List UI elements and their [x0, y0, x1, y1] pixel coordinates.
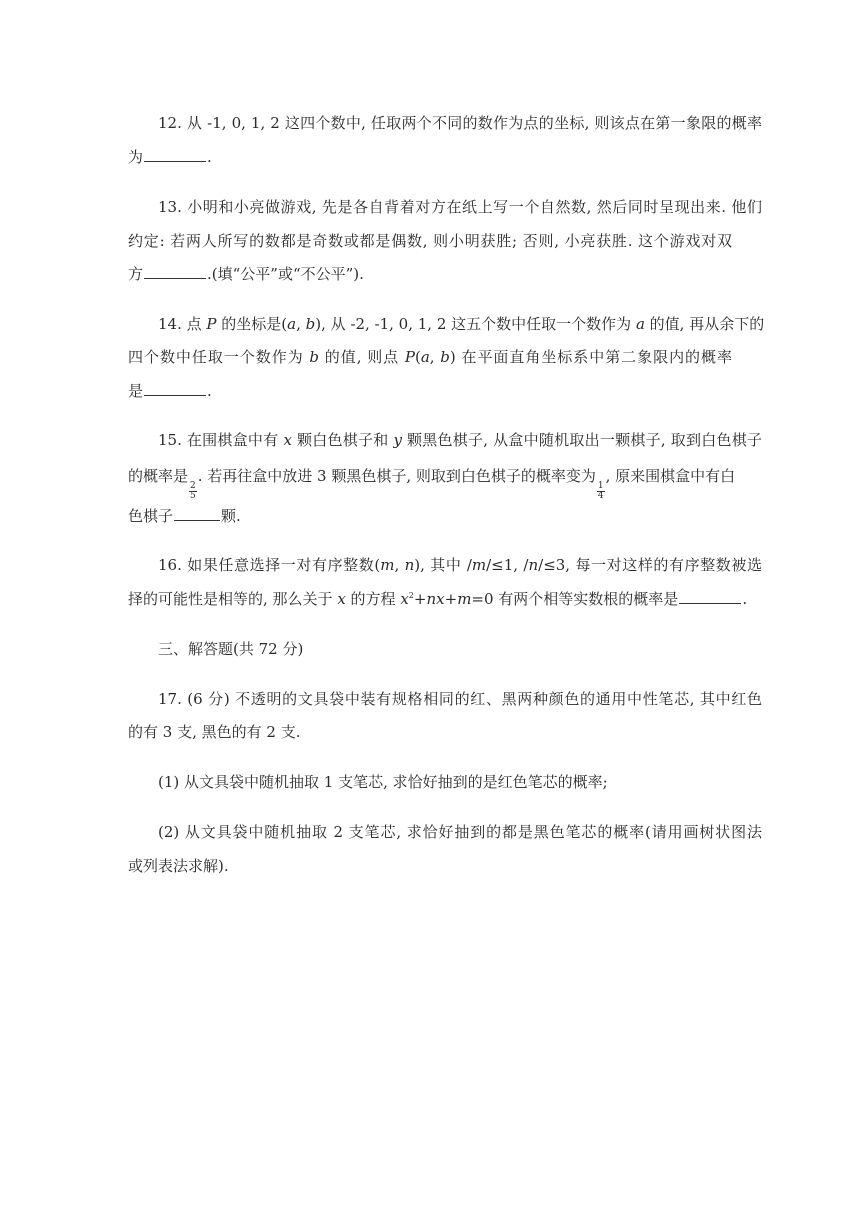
- q15-text: 15. 在围棋盒中有: [158, 431, 284, 449]
- q15-fraction-1: [189, 482, 197, 501]
- q14-line-2: [128, 346, 732, 367]
- q16-var-n: n: [528, 556, 539, 574]
- q15-line-2: [128, 465, 736, 501]
- q14-var-a: a: [420, 348, 430, 366]
- q16-text: +: [444, 590, 458, 608]
- q16-var-x: x: [337, 590, 346, 608]
- q16-answer-blank: [679, 591, 741, 604]
- q16-text: 16. 如果任意选择一对有序整数(: [158, 556, 381, 574]
- q17-part-2-line-1: (2) 从文具袋中随机抽取 2 支笔芯, 求恰好抽到的都是黑色笔芯的概率(请用画树状图法: [158, 823, 762, 841]
- q15-text: . 若再往盒中放进 3 颗黑色棋子, 则取到白色棋子的概率变为: [197, 467, 596, 485]
- q15-var-x: x: [283, 431, 292, 449]
- q14-var-a: a: [287, 315, 297, 333]
- q14-var-b: b: [305, 315, 316, 333]
- q13-line-1: 13. 小明和小亮做游戏, 先是各自背着对方在纸上写一个自然数, 然后同时呈现出来. 他们: [158, 198, 762, 216]
- q14-answer-blank: [144, 383, 206, 396]
- q16-text: /≤1, /: [486, 556, 529, 574]
- q14-text: ), 从 -2, -1, 0, 1, 2 这五个数中任取一个数作为: [315, 315, 636, 333]
- q12-prefix: 为: [128, 148, 144, 166]
- q17-line-2: 的有 3 支, 黑色的有 2 支.: [128, 723, 301, 741]
- q15-text: 的概率是: [128, 467, 189, 485]
- q16-var-m: m: [471, 556, 487, 574]
- q16-text: 择的可能性是相等的, 那么关于: [128, 590, 338, 608]
- q16-text: /≤3, 每一对这样的有序整数被选: [538, 556, 762, 574]
- q14-text: (: [414, 348, 421, 366]
- q17-part-2-line-2: 或列表法求解).: [128, 857, 229, 875]
- q17-line-1: 17. (6 分) 不透明的文具袋中装有规格相同的红、黑两种颜色的通用中性笔芯, 其中红色: [158, 690, 762, 708]
- q14-prefix: 是: [128, 382, 144, 400]
- q15-line-1: [158, 429, 762, 450]
- q14-var-b: b: [440, 348, 450, 366]
- q14-var-p: P: [206, 315, 217, 333]
- q12-line-2: [128, 146, 212, 167]
- q16-text: +: [413, 590, 427, 608]
- fraction-denominator: 5: [190, 491, 196, 501]
- q15-text: , 原来围棋盒中有白: [605, 467, 736, 485]
- q15-suffix: 颗.: [221, 507, 241, 525]
- q13-prefix: 方: [128, 265, 144, 283]
- q12-answer-blank: [144, 149, 206, 162]
- q15-text: 颗黑色棋子, 从盒中随机取出一颗棋子, 取到白色棋子: [402, 431, 762, 449]
- q14-var-b: b: [309, 348, 320, 366]
- q15-answer-blank: [174, 508, 220, 521]
- fraction-denominator: 4: [597, 491, 604, 501]
- q13-answer-blank: [144, 266, 206, 279]
- q16-var-x: x: [436, 590, 445, 608]
- q15-fraction-2: [597, 482, 605, 501]
- fraction-numerator: 2: [190, 481, 196, 491]
- q16-exponent: 2: [408, 591, 414, 600]
- q16-line-2: [128, 588, 747, 609]
- q14-text: ,: [429, 348, 441, 366]
- q14-var-a: a: [635, 315, 645, 333]
- q14-text: 的值, 再从余下的: [644, 315, 765, 333]
- q16-var-m: m: [380, 556, 395, 574]
- q16-text: ,: [394, 556, 405, 574]
- q16-text: =0 有两个相等实数根的概率是: [471, 590, 679, 608]
- q16-var-n: n: [426, 590, 437, 608]
- q14-text: ) 在平面直角坐标系中第二象限内的概率: [449, 348, 732, 366]
- q15-var-y: y: [393, 431, 402, 449]
- q15-line-3: [128, 505, 241, 526]
- q13-suffix: .(填“公平”或“不公平”).: [207, 265, 364, 283]
- q16-text: 的方程: [345, 590, 401, 608]
- q16-text: ), 其中 /: [414, 556, 472, 574]
- q14-line-3: [128, 380, 212, 401]
- q12-suffix: .: [207, 148, 212, 166]
- q14-text: 的坐标是(: [216, 315, 288, 333]
- q16-line-1: [158, 554, 762, 575]
- q14-text: 四个数中任取一个数作为: [128, 348, 310, 366]
- q13-line-2: 约定: 若两人所写的数都是奇数或都是偶数, 则小明获胜; 否则, 小亮获胜. 这个游戏对双: [128, 232, 732, 250]
- q15-text: 颗白色棋子和: [291, 431, 394, 449]
- q16-var-x: x: [400, 590, 409, 608]
- q14-suffix: .: [207, 382, 212, 400]
- fraction-numerator: 1: [597, 481, 604, 491]
- q17-part-1: (1) 从文具袋中随机抽取 1 支笔芯, 求恰好抽到的是红色笔芯的概率;: [158, 773, 608, 791]
- q12-line-1: 12. 从 -1, 0, 1, 2 这四个数中, 任取两个不同的数作为点的坐标, 则该点在第一象限的概率: [158, 114, 762, 132]
- q16-var-n: n: [404, 556, 415, 574]
- q16-var-m: m: [457, 590, 472, 608]
- q14-text: 的值, 则点: [319, 348, 405, 366]
- q13-line-3: [128, 263, 364, 284]
- q16-suffix: .: [742, 590, 748, 608]
- q14-text: ,: [296, 315, 306, 333]
- q14-var-p: P: [404, 348, 415, 366]
- section-heading: 三、解答题(共 72 分): [158, 640, 304, 658]
- q15-prefix: 色棋子: [128, 507, 174, 525]
- q14-text: 14. 点: [158, 315, 207, 333]
- q14-line-1: [158, 313, 765, 334]
